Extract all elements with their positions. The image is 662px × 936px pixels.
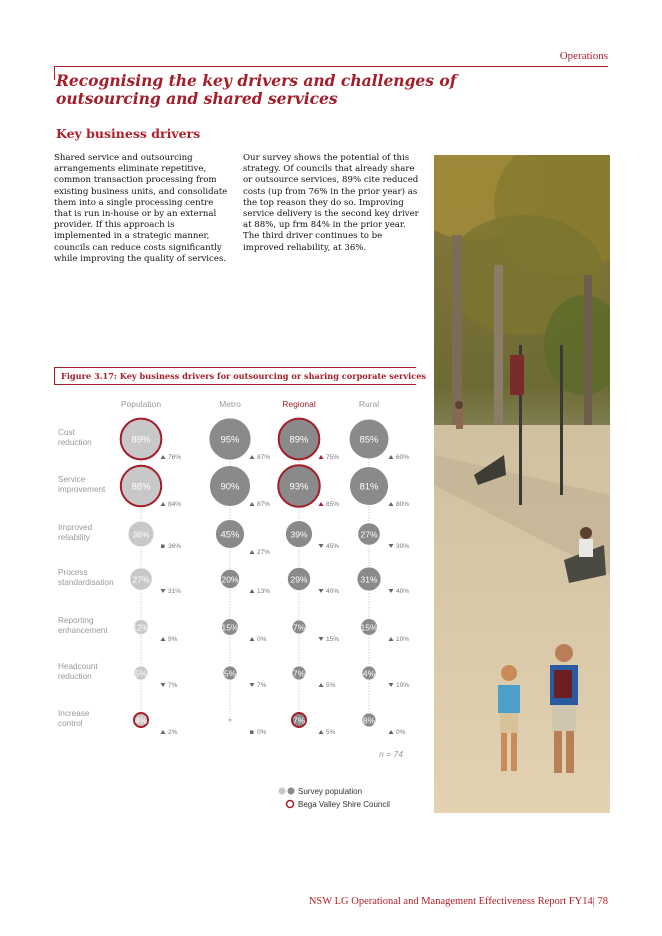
row-label: reduction xyxy=(58,672,92,681)
legend-bega-swatch xyxy=(287,801,294,808)
prior-year-label: 40% xyxy=(326,588,340,595)
trend-up-icon xyxy=(319,502,324,506)
bubble-value-label: 93% xyxy=(289,481,309,493)
bubble-value-label: 15% xyxy=(221,622,239,633)
bubble-value-label: 7% xyxy=(292,668,306,679)
section-subtitle: Key business drivers xyxy=(56,126,201,141)
trend-up-icon xyxy=(161,455,166,459)
prior-year-label: 84% xyxy=(168,501,182,508)
column-header: Rural xyxy=(358,399,380,409)
prior-year-label: 30% xyxy=(396,543,410,550)
bubble-value-label: 89% xyxy=(289,434,309,446)
body-column-1: Shared service and outsourcing arrangements eliminate repetitive, common transaction processing from existing business units, and consolidate them into a single processing centre that is run in-house or by an external provider. If this approach is implemented in a strategic manner, councils can reduce costs significantly while improving the quality of services. xyxy=(54,153,228,264)
prior-year-label: 87% xyxy=(257,501,271,508)
row-label: Increase xyxy=(58,709,90,718)
trend-up-icon xyxy=(161,502,166,506)
trend-up-icon xyxy=(250,637,255,641)
row-label: standardisation xyxy=(58,578,114,587)
trend-up-icon xyxy=(161,637,166,641)
bubble-value-label: 29% xyxy=(290,574,308,585)
prior-year-label: 60% xyxy=(396,454,410,461)
prior-year-label: 5% xyxy=(326,682,336,689)
bubble-value-label: 4% xyxy=(362,668,376,679)
row-label: Reporting xyxy=(58,616,94,625)
prior-year-label: 7% xyxy=(257,682,267,689)
legend-bega-label: Bega Valley Shire Council xyxy=(298,800,390,809)
bubble-value-label: 5% xyxy=(134,668,148,679)
row-label: improvement xyxy=(58,485,106,494)
prior-year-label: 40% xyxy=(396,588,410,595)
trend-up-icon xyxy=(319,683,324,687)
prior-year-label: 85% xyxy=(326,501,340,508)
bubble-value-label: 89% xyxy=(131,434,151,446)
trend-down-icon xyxy=(250,683,255,687)
figure-rule-bottom xyxy=(54,384,416,385)
trend-up-icon xyxy=(389,730,394,734)
bubble-value-label: 7% xyxy=(292,622,306,633)
trend-up-icon xyxy=(250,589,255,593)
row-label: Process xyxy=(58,568,88,577)
figure-rule-tick xyxy=(54,367,55,385)
bubble-value-label: 27% xyxy=(132,574,150,585)
bubble-value-label: 15% xyxy=(360,622,378,633)
bubble-value-label: 85% xyxy=(359,434,379,446)
header-rule-tick xyxy=(54,66,55,80)
trend-down-icon xyxy=(161,683,166,687)
prior-year-label: 75% xyxy=(326,454,340,461)
bubble-value-label: 88% xyxy=(131,481,151,493)
prior-year-label: 5% xyxy=(326,729,336,736)
legend-others-swatch xyxy=(288,788,295,795)
row-label: reliability xyxy=(58,533,90,542)
row-label: Headcount xyxy=(58,662,98,671)
bubble-value-label: 5% xyxy=(223,668,237,679)
bubble-value-label: 27% xyxy=(360,529,378,540)
prior-year-label: 7% xyxy=(168,682,178,689)
trend-up-icon xyxy=(161,730,166,734)
prior-year-label: 87% xyxy=(257,454,271,461)
prior-year-label: 10% xyxy=(396,636,410,643)
data-bubble xyxy=(229,719,232,722)
bubble-value-label: 7% xyxy=(292,715,306,726)
trend-down-icon xyxy=(161,589,166,593)
bubble-value-label: 20% xyxy=(221,574,239,585)
prior-year-label: 0% xyxy=(257,636,267,643)
bubble-chart-svg xyxy=(54,386,424,816)
bubble-value-label: 36% xyxy=(132,529,150,540)
trend-up-icon xyxy=(389,637,394,641)
section-label: Operations xyxy=(559,50,608,62)
figure-rule-top xyxy=(54,367,416,368)
prior-year-label: 27% xyxy=(257,549,271,556)
trend-up-icon xyxy=(319,455,324,459)
trend-up-icon xyxy=(389,455,394,459)
trend-up-icon xyxy=(250,502,255,506)
bubble-value-label: 12% xyxy=(132,622,150,633)
prior-year-label: 0% xyxy=(257,729,267,736)
trend-up-icon xyxy=(319,730,324,734)
prior-year-label: 80% xyxy=(396,501,410,508)
bubble-value-label: 95% xyxy=(220,434,240,446)
body-column-2: Our survey shows the potential of this strategy. Of councils that already share or outsource services, 89% cite reduced costs (up from 76% in the prior year) as the top reason they do so. Improving service delivery is the second key driver at 88%, up frm 84% in the prior year. The third driver continues to be improved reliability, at 36%. xyxy=(243,153,419,253)
sample-size-note: n = 74 xyxy=(379,749,403,759)
trend-down-icon xyxy=(319,637,324,641)
row-label: enhancement xyxy=(58,626,108,635)
bubble-value-label: 90% xyxy=(220,481,240,493)
bubble-chart xyxy=(54,386,424,816)
prior-year-label: 15% xyxy=(326,636,340,643)
bubble-value-label: 31% xyxy=(360,574,378,585)
prior-year-label: 13% xyxy=(257,588,271,595)
page-title: Recognising the key drivers and challenges of outsourcing and shared services xyxy=(56,71,457,108)
trend-same-icon xyxy=(161,545,165,549)
bubble-value-label: 4% xyxy=(134,715,148,726)
column-header: Population xyxy=(120,399,162,409)
prior-year-label: 9% xyxy=(168,636,178,643)
prior-year-label: 31% xyxy=(168,588,182,595)
column-header: Metro xyxy=(219,399,241,409)
trend-up-icon xyxy=(389,502,394,506)
trend-down-icon xyxy=(389,683,394,687)
prior-year-label: 36% xyxy=(168,543,182,550)
row-label: Improved xyxy=(58,523,93,532)
trend-down-icon xyxy=(319,544,324,548)
trend-same-icon xyxy=(250,731,254,735)
bubble-value-label: 8% xyxy=(362,715,376,726)
bubble-value-label: 39% xyxy=(290,529,308,540)
legend-survey-label: Survey population xyxy=(298,787,363,796)
header-rule xyxy=(54,66,608,67)
trend-down-icon xyxy=(389,589,394,593)
trend-down-icon xyxy=(319,589,324,593)
prior-year-label: 2% xyxy=(168,729,178,736)
column-header: Regional xyxy=(282,399,316,409)
prior-year-label: 0% xyxy=(396,729,406,736)
row-label: control xyxy=(58,719,83,728)
row-label: Cost xyxy=(58,428,75,437)
page-footer: NSW LG Operational and Management Effectiveness Report FY14| 78 xyxy=(308,896,608,907)
bubble-value-label: 81% xyxy=(359,481,379,493)
trend-up-icon xyxy=(250,455,255,459)
prior-year-label: 45% xyxy=(326,543,340,550)
figure-title: Figure 3.17: Key business drivers for outsourcing or sharing corporate services xyxy=(61,371,427,381)
prior-year-label: 10% xyxy=(396,682,410,689)
prior-year-label: 76% xyxy=(168,454,182,461)
legend-population-swatch xyxy=(279,788,286,795)
trend-up-icon xyxy=(250,550,255,554)
row-label: Service xyxy=(58,475,86,484)
trend-down-icon xyxy=(389,544,394,548)
row-label: reduction xyxy=(58,438,92,447)
park-photo xyxy=(434,155,610,813)
bubble-value-label: 45% xyxy=(220,529,240,541)
